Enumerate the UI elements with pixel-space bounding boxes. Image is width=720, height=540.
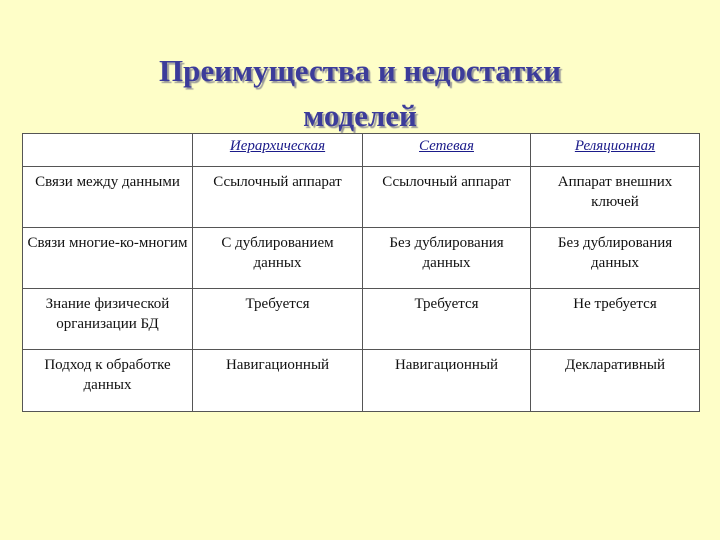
table-cell: Навигационный bbox=[363, 350, 531, 412]
table-cell: С дублированием данных bbox=[193, 228, 363, 289]
table-cell: Не требуется bbox=[531, 289, 700, 350]
table-header-row bbox=[23, 134, 700, 167]
table-row bbox=[23, 167, 700, 228]
table-cell: Аппарат внешних ключей bbox=[531, 167, 700, 228]
slide-title-line-1: Преимущества и недостатки bbox=[159, 53, 561, 88]
table-row bbox=[23, 350, 700, 412]
table-cell: Декларативный bbox=[531, 350, 700, 412]
table-cell: Ссылочный аппарат bbox=[193, 167, 363, 228]
table-cell: Ссылочный аппарат bbox=[363, 167, 531, 228]
row-label: Связи многие-ко-многим bbox=[23, 228, 193, 289]
header-cell-network: Сетевая bbox=[363, 134, 531, 167]
row-label: Знание физической организации БД bbox=[23, 289, 193, 350]
row-label: Подход к обработке данных bbox=[23, 350, 193, 412]
header-cell-hierarchical: Иерархическая bbox=[193, 134, 363, 167]
table-row bbox=[23, 289, 700, 350]
comparison-table bbox=[22, 133, 700, 412]
table-cell: Навигационный bbox=[193, 350, 363, 412]
slide-title bbox=[0, 48, 720, 138]
table-cell: Без дублирования данных bbox=[363, 228, 531, 289]
slide-title-line-2: моделей bbox=[303, 98, 417, 133]
table-cell: Без дублирования данных bbox=[531, 228, 700, 289]
table-row bbox=[23, 228, 700, 289]
table-cell: Требуется bbox=[363, 289, 531, 350]
header-cell-relational: Реляционная bbox=[531, 134, 700, 167]
table-cell: Требуется bbox=[193, 289, 363, 350]
row-label: Связи между данными bbox=[23, 167, 193, 228]
header-cell-empty bbox=[23, 134, 193, 167]
